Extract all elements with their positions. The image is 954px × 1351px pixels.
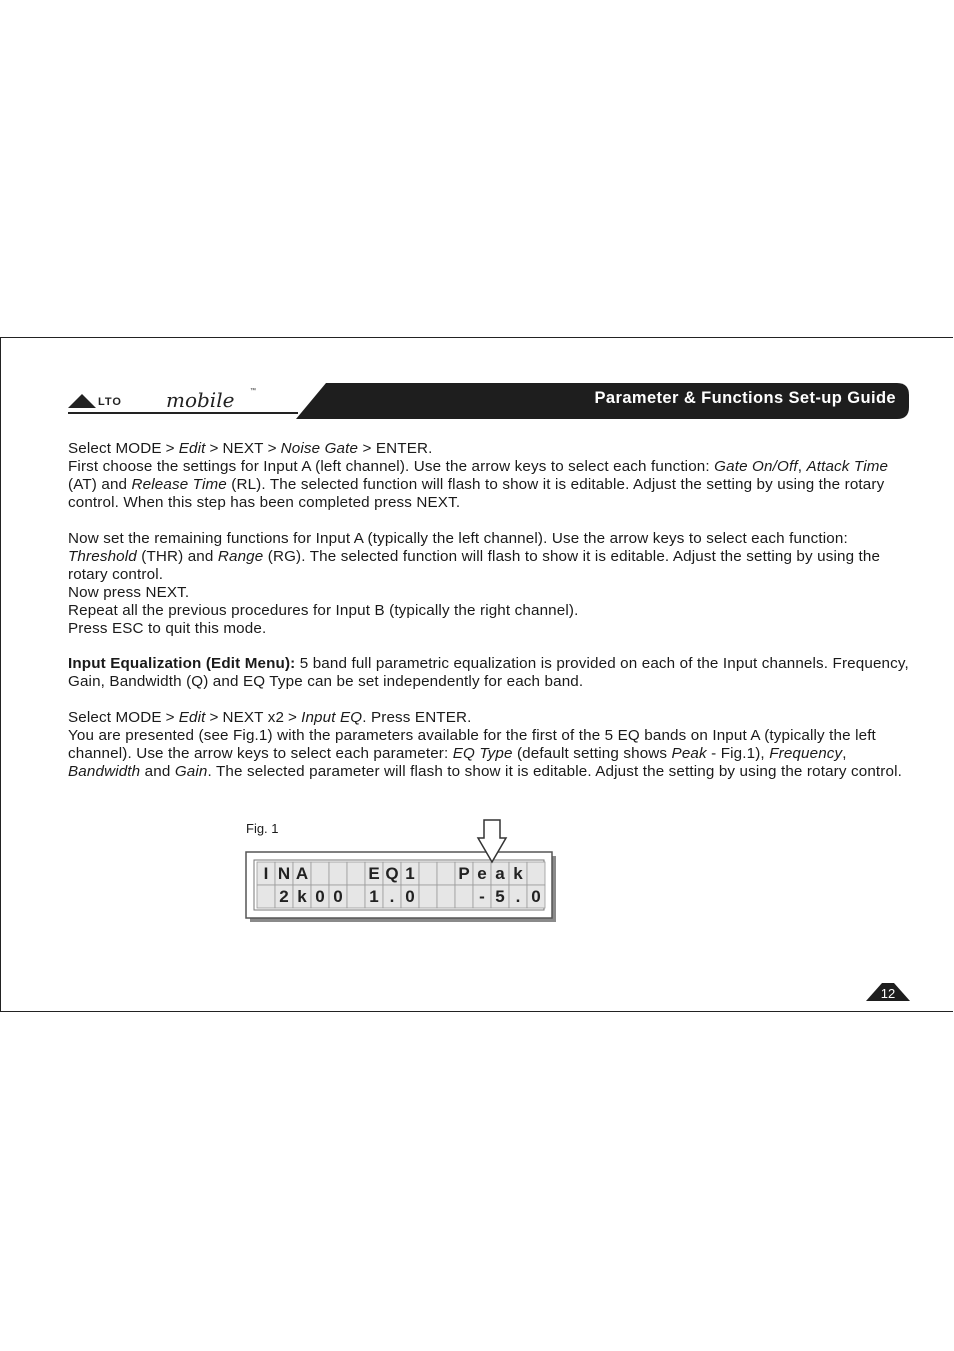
lcd-display-figure <box>244 818 564 926</box>
lcd-char: a <box>495 864 505 883</box>
lcd-cell <box>419 885 437 908</box>
noise-gate-paragraph-1: First choose the settings for Input A (left channel). Use the arrow keys to select each function: Gate On/Off, Attack Time (AT) and Release Time (RL). The selected function will flash to show it is editable. Adjust the setting by using the rotary control. When this step has been completed press NEXT. <box>68 458 889 511</box>
lcd-cell <box>329 862 347 885</box>
lcd-char: k <box>513 864 523 883</box>
logo-trademark: ™ <box>250 388 256 394</box>
noise-gate-paragraph-3: Now press NEXT. <box>68 584 190 601</box>
lcd-cell <box>311 862 329 885</box>
lcd-char: 5 <box>495 887 505 906</box>
logo-underline <box>68 412 298 414</box>
input-eq-intro: Input Equalization (Edit Menu): 5 band full parametric equalization is provided on each of the Input channels. Frequency, Gain, Bandwidth (Q) and EQ Type can be set independently for each band. <box>68 655 909 690</box>
lcd-char: P <box>458 864 470 883</box>
lcd-char: I <box>263 864 269 883</box>
logo-script: mobile <box>166 388 235 412</box>
noise-gate-paragraph-4: Repeat all the previous procedures for Input B (typically the right channel). <box>68 602 579 619</box>
lcd-char: 2 <box>279 887 289 906</box>
lcd-cell <box>419 862 437 885</box>
lcd-char: k <box>297 887 307 906</box>
main-content <box>68 440 918 781</box>
lcd-char: A <box>295 864 309 883</box>
input-eq-heading: Input Equalization (Edit Menu): <box>68 655 296 672</box>
lcd-cell <box>257 885 275 908</box>
lcd-char: 0 <box>531 887 541 906</box>
noise-gate-path: Select MODE > Edit > NEXT > Noise Gate > ENTER. <box>68 440 433 457</box>
lcd-cell <box>527 862 545 885</box>
logo-text: LTO <box>98 396 122 408</box>
lcd-char: 1 <box>369 887 379 906</box>
lcd-char: . <box>389 887 395 906</box>
lcd-char: e <box>477 864 487 883</box>
lcd-cell <box>455 885 473 908</box>
lcd-cell <box>347 862 365 885</box>
figure-label: Fig. 1 <box>246 821 279 836</box>
lcd-char: - <box>479 887 485 906</box>
lcd-cell <box>437 885 455 908</box>
noise-gate-paragraph-5: Press ESC to quit this mode. <box>68 620 267 637</box>
lcd-char: 0 <box>405 887 415 906</box>
lcd-char: 0 <box>315 887 325 906</box>
lcd-char: . <box>515 887 521 906</box>
input-eq-paragraph: You are presented (see Fig.1) with the parameters available for the first of the 5 EQ bands on Input A (typically the left channel). Use the arrow keys to select each parameter: EQ Type (default setting shows Peak - Fig.1), Frequency, Bandwidth and Gain. The selected parameter will flash to show it is editable. Adjust the setting by using the rotary control. <box>68 727 902 780</box>
input-eq-path: Select MODE > Edit > NEXT x2 > Input EQ. Press ENTER. <box>68 709 472 726</box>
page-number: 12 <box>880 986 896 1001</box>
lcd-char: Q <box>385 864 399 883</box>
lcd-char: N <box>277 864 291 883</box>
lcd-char: E <box>368 864 380 883</box>
noise-gate-paragraph-2: Now set the remaining functions for Input A (typically the left channel). Use the arrow keys to select each function: Threshold (THR) and Range (RG). The selected function will flash to show it is editable. Adjust the setting by using the rotary control. <box>68 530 881 583</box>
lcd-char: 0 <box>333 887 343 906</box>
page-title: Parameter & Functions Set-up Guide <box>594 389 896 407</box>
lcd-cell <box>347 885 365 908</box>
lcd-cell <box>437 862 455 885</box>
lcd-char: 1 <box>405 864 415 883</box>
page-number-badge <box>866 982 910 1002</box>
